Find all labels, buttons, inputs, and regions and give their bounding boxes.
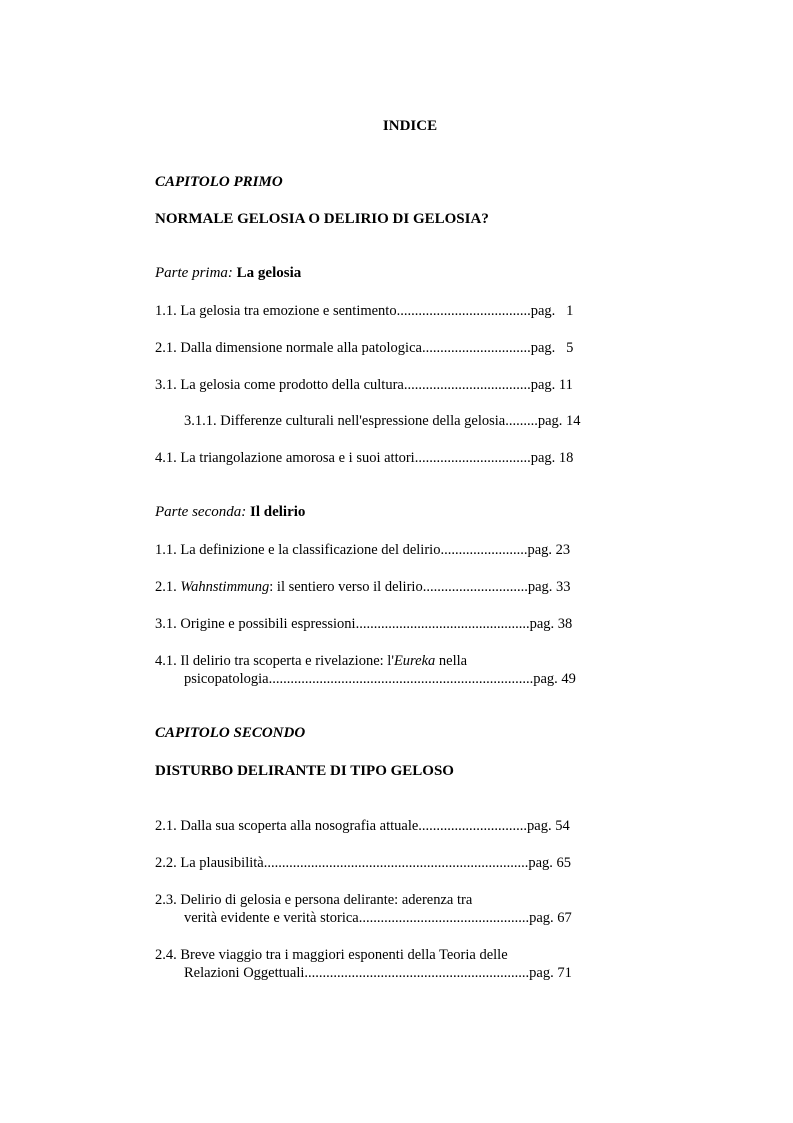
part-1-name: La gelosia	[236, 265, 302, 281]
part-2-prefix: Parte seconda:	[155, 504, 247, 520]
toc-entry-1-1: 1.1. La gelosia tra emozione e sentimento.....................................pag. 1	[155, 303, 574, 319]
part-1-prefix: Parte prima:	[155, 265, 233, 281]
toc-entry-p2-4-1-a: 4.1. Il delirio tra scoperta e rivelazione: l'	[155, 653, 394, 669]
chapter-2-heading: DISTURBO DELIRANTE DI TIPO GELOSO	[155, 763, 454, 779]
toc-entry-p2-4-1-italic: Eureka	[393, 653, 436, 669]
toc-entry-c2-2-3-continued: verità evidente e verità storica...............................................pag. 67	[184, 910, 572, 926]
part-2-heading	[155, 505, 305, 520]
toc-entry-c2-2-4-continued: Relazioni Oggettuali..............................................................pag. 71	[184, 965, 572, 981]
toc-entry-p2-4-1	[155, 654, 467, 669]
toc-entry-c2-2-4: 2.4. Breve viaggio tra i maggiori esponenti della Teoria delle	[155, 947, 508, 963]
toc-entry-2-1: 2.1. Dalla dimensione normale alla patologica..............................pag. 5	[155, 340, 574, 356]
chapter-1-heading: NORMALE GELOSIA O DELIRIO DI GELOSIA?	[155, 211, 489, 227]
toc-entry-p2-2-1-rest: : il sentiero verso il delirio.............................pag. 33	[269, 579, 571, 595]
toc-entry-p2-2-1-number: 2.1.	[155, 579, 181, 595]
toc-entry-3-1: 3.1. La gelosia come prodotto della cultura...................................pag. 11	[155, 377, 573, 393]
toc-entry-c2-2-3: 2.3. Delirio di gelosia e persona delirante: aderenza tra	[155, 892, 473, 908]
part-2-name: Il delirio	[249, 504, 306, 520]
toc-entry-c2-2-1: 2.1. Dalla sua scoperta alla nosografia attuale..............................pag. 54	[155, 818, 570, 834]
toc-entry-p2-4-1-b: nella	[435, 653, 468, 669]
toc-entry-4-1: 4.1. La triangolazione amorosa e i suoi attori................................pag. 18	[155, 450, 574, 466]
part-1-heading	[155, 266, 301, 281]
page-title: INDICE	[382, 118, 438, 134]
chapter-2-label: CAPITOLO SECONDO	[155, 725, 306, 741]
toc-entry-p2-1-1: 1.1. La definizione e la classificazione del delirio........................pag. 23	[155, 542, 571, 558]
toc-entry-p2-4-1-continued: psicopatologia.........................................................................pag. 49	[184, 671, 576, 687]
toc-entry-p2-2-1	[155, 580, 571, 595]
chapter-1-label: CAPITOLO PRIMO	[155, 174, 283, 190]
toc-entry-p2-3-1: 3.1. Origine e possibili espressioni................................................pag. 38	[155, 616, 573, 632]
toc-entry-3-1-1: 3.1.1. Differenze culturali nell'espressione della gelosia.........pag. 14	[184, 413, 581, 429]
toc-entry-p2-2-1-italic: Wahnstimmung	[180, 579, 270, 595]
toc-entry-c2-2-2: 2.2. La plausibilità.........................................................................pag. 65	[155, 855, 572, 871]
